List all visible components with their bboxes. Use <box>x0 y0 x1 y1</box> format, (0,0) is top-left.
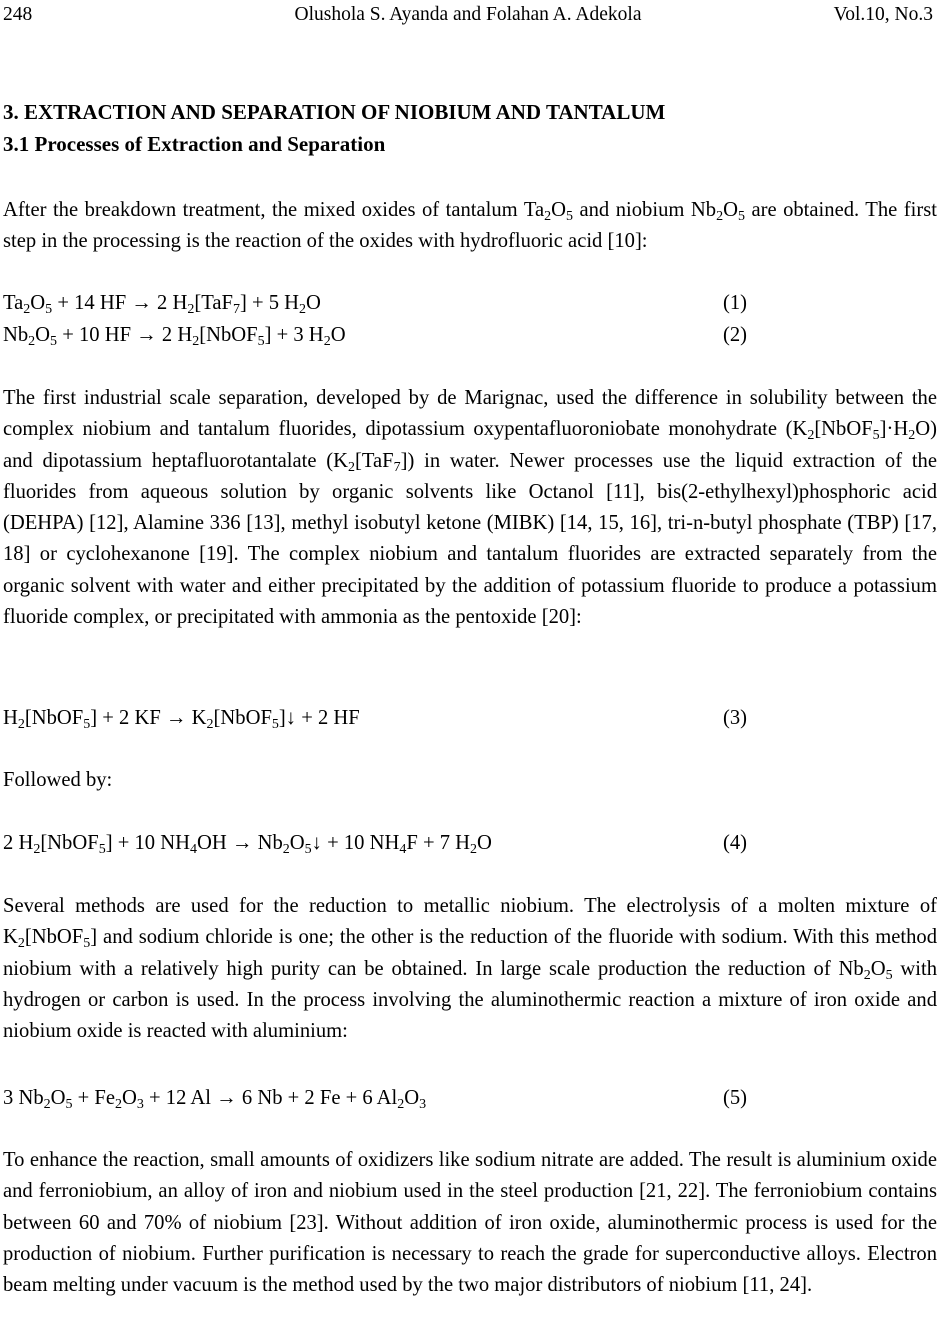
equation-formula: 2 $H_2[NbOF_5] + 10$ $NH_4OH$ → $Nb_2O_5↓ + 10$ $NH_4F + 7$ $H_2O$ <box>3 832 492 857</box>
equation-formula: $H_2[NbOF_5] + 2$ KF → $K_2[NbOF_5]↓ + 2$ HF <box>3 707 360 732</box>
paragraph-separation: The first industrial scale separation, developed by de Marignac, used the difference in solubility between the complex niobium and tantalum fluorides, dipotassium oxypentafluoroniobate monohydrate $(K_2[NbOF_5]\cdot H_2O)$ and dipotassium heptafluorotantalate $(K_2[TaF_7])$ in water. Newer processes use the liquid extraction of the fluorides from aqueous solution by organic solvents like Octanol [11], bis(2-ethylhexyl)phosphoric acid (DEHPA) [12], Alamine 336 [13], methyl isobutyl ketone (MIBK) [14, 15, 16], tri-n-butyl phosphate (TBP) [17, 18] or cyclohexanone [19]. The complex niobium and tantalum fluorides are extracted separately from the organic solvent with water and either precipitated by the addition of potassium fluoride to produce a potassium fluoride complex, or precipitated with ammonia as the pentoxide [20]: <box>3 387 937 629</box>
paragraph-oxides: After the breakdown treatment, the mixed oxides of tantalum $Ta_2O_5$ and niobium $Nb_2O_5$ are obtained. The first step in the processing is the reaction of the oxides with hydrofluoric acid [10]: <box>3 199 937 253</box>
paragraph-reduction: Several methods are used for the reduction to metallic niobium. The electrolysis of a molten mixture of $K_2[NbOF_5]$ and sodium chloride is one; the other is the reduction of the fluoride with sodium. With this method niobium with a relatively high purity can be obtained. In large scale production the reduction of $Nb_2O_5$ with hydrogen or carbon is used. In the process involving the aluminothermic reaction a mixture of iron oxide and niobium oxide is reacted with aluminium: <box>3 895 937 1043</box>
equation-number: (5) <box>723 1087 748 1109</box>
page-number: 248 <box>3 4 33 25</box>
equation-1 <box>3 288 937 318</box>
equation-2 <box>3 320 937 350</box>
equation-formula: 3 $Nb_2O_5 + Fe_2O_3 + 12$ Al → 6 Nb + 2 Fe + 6 $Al_2O_3$ <box>3 1087 427 1112</box>
section-heading: 3. EXTRACTION AND SEPARATION OF NIOBIUM AND TANTALUM <box>3 100 666 124</box>
running-head <box>3 1 933 29</box>
followed-by-text: Followed by: <box>3 769 113 791</box>
paragraph-ferroniobium: To enhance the reaction, small amounts of oxidizers like sodium nitrate are added. The result is aluminium oxide and ferroniobium, an alloy of iron and niobium used in the steel production [21, 22]. The ferroniobium contains between 60 and 70% of niobium [23]. Without addition of iron oxide, aluminothermic process is used for the production of niobium. Further purification is necessary to reach the grade for superconductive alloys. Electron beam melting under vacuum is the method used by the two major distributors of niobium [11, 24]. <box>3 1149 937 1297</box>
equation-4 <box>3 828 937 858</box>
equation-5 <box>3 1083 937 1113</box>
equation-formula: $Ta_2O_5 + 14$ HF → 2 $H_2[TaF_7] + 5$ $H_2O$ <box>3 292 321 317</box>
subsection-heading: 3.1 Processes of Extraction and Separation <box>3 132 386 156</box>
equation-number: (4) <box>723 832 748 854</box>
equation-formula: $Nb_2O_5 + 10$ HF → 2 $H_2[NbOF_5] + 3$ $H_2O$ <box>3 324 346 349</box>
equation-number: (1) <box>723 292 748 314</box>
equation-3 <box>3 703 937 733</box>
running-head-authors: Olushola S. Ayanda and Folahan A. Adekola <box>294 4 642 25</box>
equation-number: (3) <box>723 707 748 729</box>
running-head-volume: Vol.10, No.3 <box>833 4 933 25</box>
equation-number: (2) <box>723 324 748 346</box>
